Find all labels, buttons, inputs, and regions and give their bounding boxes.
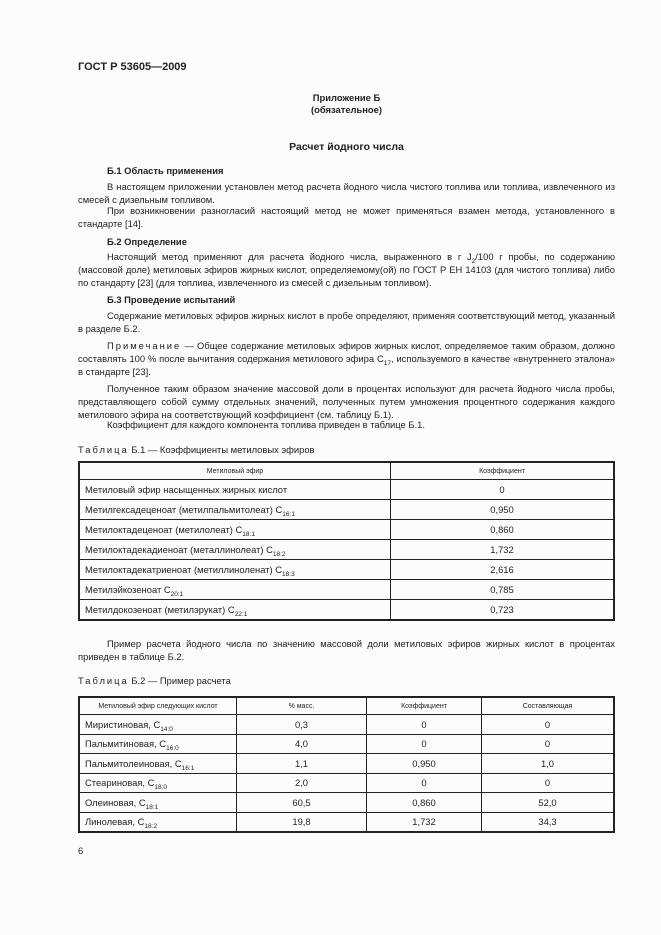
annex-status: (обязательное) [311, 104, 382, 115]
table-cell [237, 715, 367, 735]
table-row [79, 715, 614, 735]
example-table [78, 696, 615, 833]
table-cell [79, 480, 391, 500]
table-cell [482, 793, 615, 813]
cell-text: Метилэйкозеноат С [85, 584, 171, 595]
paragraph: При возникновении разногласий настоящий метод не может применяться взамен метода, установленного в стандарте [14]. [78, 205, 615, 229]
section-heading: Б.1 Область применения [107, 165, 224, 176]
table-cell [391, 560, 615, 580]
section-heading: Б.2 Определение [107, 236, 187, 247]
text: Настоящий метод применяют для расчета йодного числа, выраженного в г J [107, 251, 472, 262]
cell-text: 0,723 [490, 604, 514, 615]
column-header: Метиловый эфир [79, 462, 391, 480]
cell-text: 0 [421, 738, 427, 750]
note [78, 339, 615, 378]
paragraph: В настоящем приложении установлен метод расчета йодного числа чистого топлива или топлива, извлеченного из смесей с дизельным топливом. [78, 181, 615, 205]
cell-text: Метилоктадеценоат (метилолеат) С [85, 524, 243, 535]
table-row [79, 773, 614, 793]
cell-text: 0 [421, 718, 427, 730]
paragraph: Полученное таким образом значение массовой доли в процентах используют для расчета йодного числа пробы, представляющего собой сумму отдельных значений, полученных путем умножения процентного содержания каждого метилового эфира на соответствующий коэффициент (см. таблицу Б.1). [78, 383, 615, 420]
caption-text: Б.2 — Пример расчета [131, 675, 231, 686]
table-cell [79, 773, 237, 793]
cell-text: Метилоктадекадиеноат (металлинолеат) С [85, 544, 273, 555]
column-header: Коэффициент [391, 462, 615, 480]
cell-text: 60,5 [292, 796, 311, 808]
table-cell [391, 540, 615, 560]
table-cell [79, 600, 391, 621]
subscript: 22:1 [234, 611, 248, 618]
cell-text: 0 [544, 718, 551, 730]
text: , используемого в качестве «внутреннего эталона» в стандарте [23]. [78, 353, 615, 377]
table-caption [78, 674, 231, 687]
table-row [79, 540, 614, 560]
table-row [79, 754, 614, 774]
subscript: 16:0 [166, 745, 179, 753]
cell-text: Олеиновая, С [85, 796, 146, 808]
table-row [79, 560, 614, 580]
subscript: 17 [383, 360, 391, 367]
table-cell [391, 520, 615, 540]
table-row [79, 580, 614, 600]
table-cell [237, 812, 367, 832]
table-row [79, 812, 614, 832]
subscript: 20:1 [170, 591, 184, 598]
table-cell [391, 500, 615, 520]
table-cell [79, 734, 237, 754]
table-cell [79, 520, 391, 540]
page-number: 6 [78, 845, 84, 856]
cell-text: Пальмитолеиновая, С [85, 757, 182, 769]
cell-text: 2,0 [294, 777, 309, 789]
cell-text: Пальмитиновая, С [85, 738, 167, 750]
column-header: Составляющая [482, 697, 615, 715]
subscript: 18:1 [242, 531, 255, 538]
cell-text: 0,3 [294, 718, 309, 730]
table-cell [367, 793, 482, 813]
table-cell [79, 812, 237, 832]
note-label: Примечание [107, 340, 182, 351]
table-cell [367, 715, 482, 735]
table-row [79, 500, 614, 520]
table-label: Таблица [78, 675, 129, 686]
paragraph: Содержание метиловых эфиров жирных кислот в пробе определяют, применяя соответствующий метод, указанный в разделе Б.2. [78, 310, 615, 334]
table-cell [79, 540, 391, 560]
cell-text: Метилгексадеценоат (метилпальмитолеат) С [85, 504, 283, 515]
cell-text: 1,0 [540, 757, 555, 769]
table-cell [367, 812, 482, 832]
table-row [79, 600, 614, 621]
table-cell [79, 793, 237, 813]
section-heading: Б.3 Проведение испытаний [107, 294, 236, 305]
cell-text: Линолевая, С [85, 816, 145, 828]
subscript: 18:1 [145, 803, 159, 811]
cell-text: 4,0 [294, 738, 309, 750]
table-header-row [79, 462, 614, 480]
paragraph: Пример расчета йодного числа по значению массовой доли метиловых эфиров жирных кислот в процентах приведен в таблице Б.2. [78, 638, 615, 662]
subscript: 18:0 [154, 784, 168, 792]
text: /100 г пробы, по содержанию (массовой доле) метиловых эфиров жирных кислот, определяемому(ой) по ГОСТ Р ЕН 14103 (для чистого топлива) либо по стандарту [23] (для топлива, извлеченного из смесей с дизельным топливом). [78, 251, 615, 288]
cell-text: 0,950 [490, 504, 514, 515]
text: — Общее содержание метиловых эфиров жирных кислот, определяемое таким образом, должно составлять 100 % после вычитания содержания метилового эфира С [78, 340, 615, 364]
standard-header: ГОСТ Р 53605—2009 [78, 61, 187, 73]
subscript: 16:1 [181, 764, 195, 772]
table-cell [482, 773, 615, 793]
table-header-row [79, 697, 614, 715]
subscript: 14:0 [160, 725, 173, 733]
table-cell [482, 754, 615, 774]
paragraph: Коэффициент для каждого компонента топлива приведен в таблице Б.1. [107, 419, 425, 430]
subscript: 2 [471, 258, 476, 265]
table-cell [367, 754, 482, 774]
cell-text: Метилоктадекатриеноат (метиллиноленат) С [85, 564, 283, 575]
table-cell [482, 812, 615, 832]
column-header: Коэффициент [367, 697, 482, 715]
table-cell [391, 480, 615, 500]
cell-text: 0 [499, 484, 505, 495]
table-cell [482, 715, 615, 735]
table-cell [79, 754, 237, 774]
cell-text: 34,3 [538, 816, 557, 828]
cell-text: 0,860 [412, 796, 436, 808]
cell-text: 19,8 [292, 816, 311, 828]
table-row [79, 734, 614, 754]
table-caption [78, 443, 315, 456]
caption-text: Б.1 — Коэффициенты метиловых эфиров [131, 444, 315, 455]
table-cell [237, 734, 367, 754]
coefficients-table [78, 461, 615, 621]
table-cell [237, 773, 367, 793]
cell-text: 0,860 [490, 524, 514, 535]
table-cell [79, 560, 391, 580]
cell-text: 1,732 [490, 544, 514, 555]
cell-text: 0 [544, 777, 551, 789]
table-cell [482, 734, 615, 754]
table-cell [237, 793, 367, 813]
table-row [79, 480, 614, 500]
cell-text: 0,785 [490, 584, 514, 595]
cell-text: 0,950 [412, 757, 436, 769]
subscript: 18:2 [272, 551, 286, 558]
annex-title: Приложение Б [312, 92, 381, 103]
column-header: Метиловый эфир следующих кислот [79, 697, 237, 715]
column-header: % масс. [237, 697, 367, 715]
subscript: 18:2 [144, 823, 158, 831]
cell-text: Метилдокозеноат (метилэрукат) С [85, 604, 235, 615]
table-cell [367, 734, 482, 754]
subscript: 18:3 [282, 571, 295, 578]
cell-text: Миристиновая, С [85, 718, 161, 730]
table-cell [79, 715, 237, 735]
subscript: 16:1 [282, 511, 295, 518]
cell-text: 2,616 [490, 564, 514, 575]
cell-text: Стеариновая, С [85, 777, 155, 789]
table-cell [391, 600, 615, 621]
table-label: Таблица [78, 444, 129, 455]
page-title: Расчет йодного числа [289, 141, 404, 153]
cell-text: 52,0 [538, 796, 557, 808]
table-row [79, 793, 614, 813]
table-cell [79, 580, 391, 600]
table-cell [391, 580, 615, 600]
table-row [79, 520, 614, 540]
paragraph [78, 250, 615, 289]
table-cell [79, 500, 391, 520]
cell-text: 0 [544, 738, 551, 750]
cell-text: 1,1 [294, 757, 309, 769]
cell-text: 1,732 [412, 816, 436, 828]
cell-text: Метиловый эфир насыщенных жирных кислот [85, 484, 288, 495]
cell-text: 0 [421, 777, 427, 789]
table-cell [367, 773, 482, 793]
table-cell [237, 754, 367, 774]
